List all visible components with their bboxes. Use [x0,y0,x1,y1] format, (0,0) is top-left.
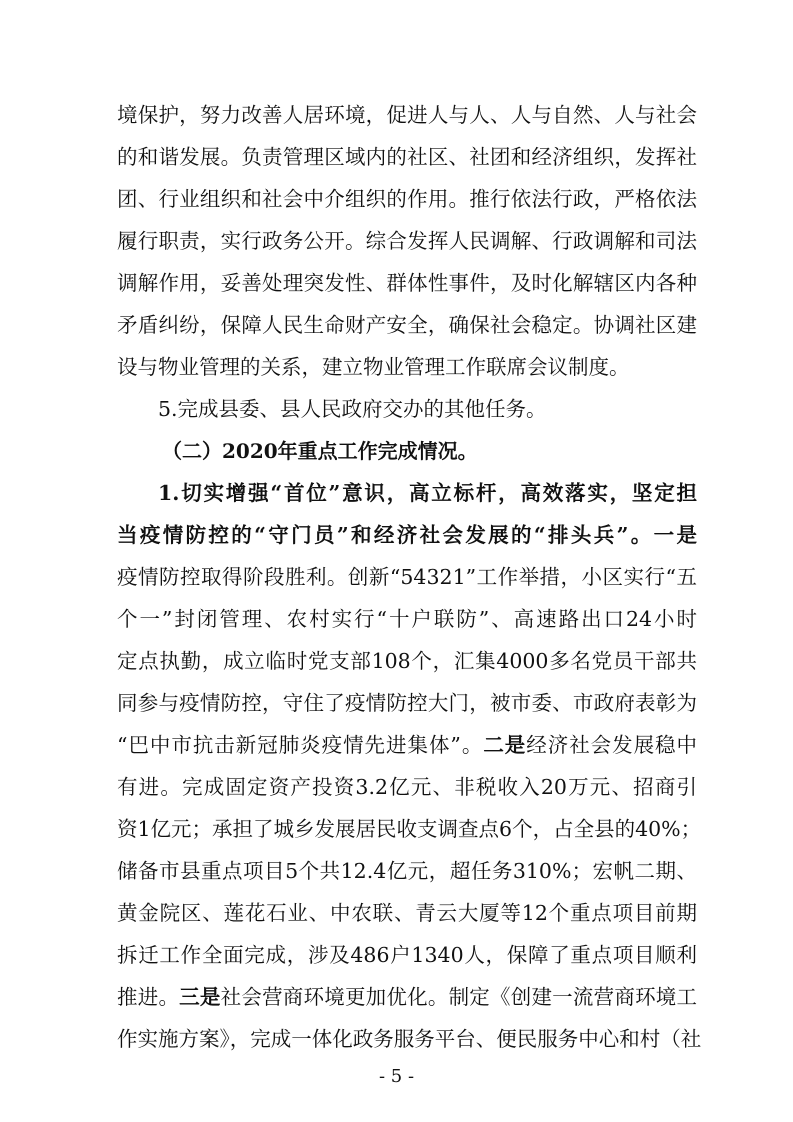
para1-line-3: 团、行业组织和社会中介组织的作用。推行依法行政，严格依法 [117,187,697,211]
para2-line-3: 疫情防控取得阶段胜利。创新“54321”工作举措，小区实行“五 [117,565,697,589]
para2-line-4: 个一”封闭管理、农村实行“十户联防”、高速路出口24小时 [117,607,697,631]
page-number: - 5 - [378,1066,415,1087]
para2-line-12: 拆迁工作全面完成，涉及486户1340人，保障了重点项目顺利 [117,943,697,967]
para2-line-9: 资1亿元；承担了城乡发展居民收支调查点6个，占全县的40%； [117,817,702,841]
point-three-marker: 三是 [179,985,221,1009]
para2-line-10: 储备市县重点项目5个共12.4亿元，超任务310%；宏帆二期、 [117,859,697,883]
para2-line-1: 1.切实增强“首位”意识，高立标杆，高效落实，坚定担 [158,481,697,505]
advance-text: 推进。 [117,985,180,1009]
para2-line-13 [117,984,697,1010]
para2-line-14: 作实施方案》，完成一体化政务服务平台、便民服务中心和村（社 [117,1027,702,1051]
para2-line-5: 定点执勤，成立临时党支部108个，汇集4000多名党员干部共 [117,649,697,673]
para1-line-1: 境保护，努力改善人居环境，促进人与人、人与自然、人与社会 [117,103,697,127]
para2-line-8: 有进。完成固定资产投资3.2亿元、非税收入20万元、招商引 [117,775,697,799]
para1-line-7: 设与物业管理的关系，建立物业管理工作联席会议制度。 [117,355,630,379]
point-three-text: 社会营商环境更加优化。制定《创建一流营商环境工 [220,985,698,1009]
point-two-marker: 二是 [483,733,527,757]
list-item-5: 5.完成县委、县人民政府交办的其他任务。 [158,397,547,421]
para1-line-4: 履行职责，实行政务公开。综合发挥人民调解、行政调解和司法 [117,229,697,253]
para2-line-11: 黄金院区、莲花石业、中农联、青云大厦等12个重点项目前期 [117,901,697,925]
para1-line-6: 矛盾纠纷，保障人民生命财产安全，确保社会稳定。协调社区建 [117,313,697,337]
para2-line-2: 当疫情防控的“守门员”和经济社会发展的“排头兵”。一是 [117,523,697,547]
para2-line-7 [117,732,697,758]
award-name: “巴中市抗击新冠肺炎疫情先进集体”。 [117,733,484,757]
para1-line-5: 调解作用，妥善处理突发性、群体性事件，及时化解辖区内各种 [117,271,697,295]
para1-line-2: 的和谐发展。负责管理区域内的社区、社团和经济组织，发挥社 [117,145,697,169]
para2-line-6: 同参与疫情防控，守住了疫情防控大门，被市委、市政府表彰为 [117,691,697,715]
section-heading: （二）2020年重点工作完成情况。 [162,439,478,463]
point-two-text: 经济社会发展稳中 [526,733,698,757]
